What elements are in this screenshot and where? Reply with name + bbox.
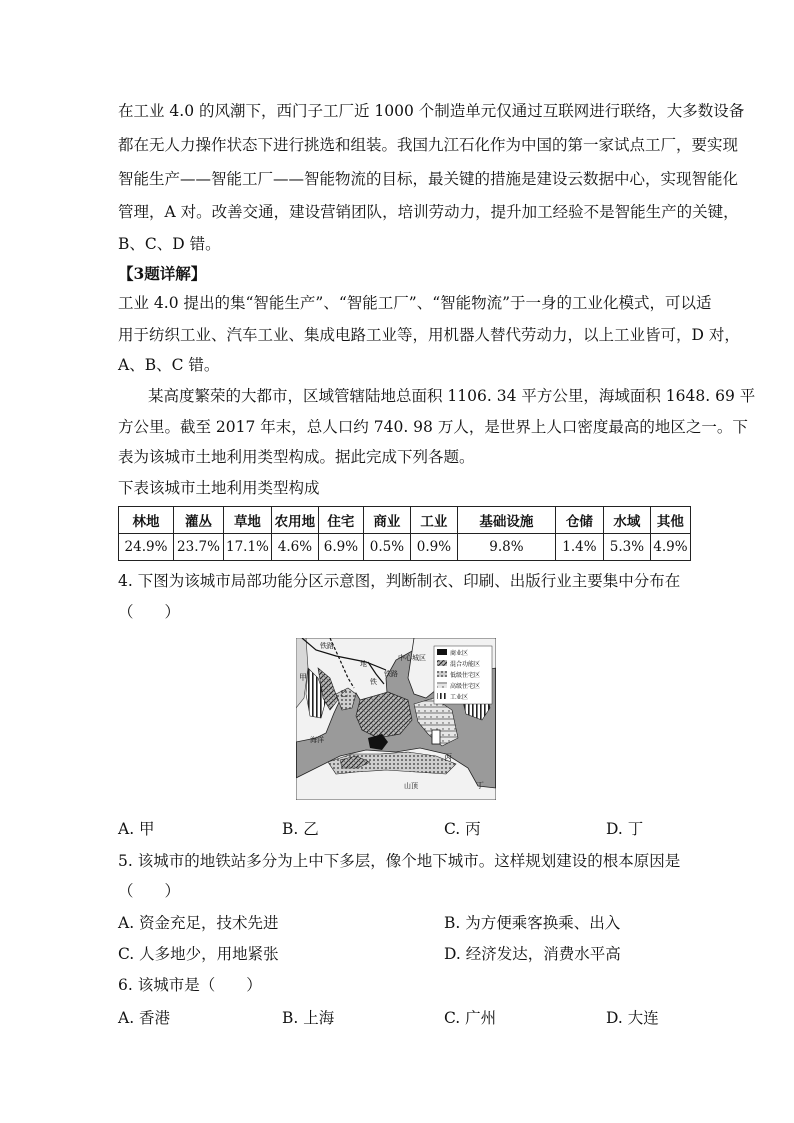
function-zone-map [296, 638, 496, 800]
q4-option-b[interactable]: B. 乙 [282, 820, 319, 838]
map-label-bing: 丙 [444, 753, 452, 762]
paragraph-line: 都在无人力操作状态下进行挑选和组装。我国九江石化作为中国的第一家试点工厂，要实现 [118, 136, 739, 154]
legend-swatch-industry [437, 693, 447, 699]
table-cell: 23.7% [174, 534, 224, 561]
legend-label: 高级住宅区 [450, 683, 481, 690]
land-use-table [118, 506, 691, 561]
section-heading: 【3题详解】 [118, 264, 207, 283]
legend-label: 商业区 [450, 650, 469, 657]
paragraph-line: 工业 4.0 提出的集“智能生产”、“智能工厂”、“智能物流”于一身的工业化模式，可以适 [118, 294, 712, 312]
map-label-sea: 海洋 [310, 736, 324, 744]
q5-option-a[interactable]: A. 资金充足，技术先进 [118, 914, 279, 932]
table-caption: 下表该城市土地利用类型构成 [118, 479, 320, 497]
table-header-cell: 灌丛 [174, 507, 224, 534]
table-header-cell: 住宅 [318, 507, 363, 534]
question-6-stem: 6. 该城市是（ ） [118, 976, 262, 994]
q6-option-a[interactable]: A. 香港 [118, 1009, 171, 1027]
table-cell: 4.9% [650, 534, 690, 561]
table-cell: 0.9% [410, 534, 457, 561]
legend-swatch-commercial [437, 649, 447, 655]
map-label-center: 中心城区 [398, 654, 426, 662]
legend-swatch-mixed [437, 660, 447, 666]
intro-line: 某高度繁荣的大都市，区域管辖陆地总面积 1106. 34 平方公里，海域面积 1648. 69 平 [148, 387, 756, 405]
map-label-jia: 甲 [299, 673, 307, 682]
map-label-railway2: 铁路 [384, 670, 398, 678]
table-header-cell: 林地 [119, 507, 174, 534]
legend-label: 混合功能区 [450, 661, 481, 668]
legend-swatch-low [437, 671, 447, 677]
table-header-cell: 仓储 [555, 507, 603, 534]
intro-line: 表为该城市土地利用类型构成。据此完成下列各题。 [118, 448, 475, 466]
map-label-railway: 铁路 [320, 642, 334, 650]
q4-option-d[interactable]: D. 丁 [606, 820, 644, 838]
legend-label: 低级住宅区 [450, 672, 481, 679]
map-zone-bing [432, 730, 440, 744]
table-header-cell: 工业 [410, 507, 457, 534]
paragraph-line: 用于纺织工业、汽车工业、集成电路工业等，用机器人替代劳动力，以上工业皆可，D 对， [118, 326, 740, 344]
map-label-yi: 乙 [340, 689, 348, 698]
table-cell: 0.5% [363, 534, 410, 561]
legend-label: 工业区 [450, 694, 469, 701]
table-cell: 5.3% [603, 534, 650, 561]
table-header-cell: 水域 [603, 507, 650, 534]
map-label-ding: 丁 [476, 781, 484, 790]
question-5-bracket: （ ） [118, 882, 181, 900]
question-4-stem: 4. 下图为该城市局部功能分区示意图，判断制衣、印刷、出版行业主要集中分布在 [118, 572, 681, 590]
table-header-cell: 农用地 [271, 507, 318, 534]
legend-swatch-high [437, 682, 447, 688]
table-header-cell: 基础设施 [457, 507, 555, 534]
table-row [119, 534, 691, 561]
intro-line: 方公里。截至 2017 年末，总人口约 740. 98 万人，是世界上人口密度最高的地区之一。下 [118, 418, 748, 436]
paragraph-line: 在工业 4.0 的风潮下，西门子工厂近 1000 个制造单元仅通过互联网进行联络，大多数设备 [118, 102, 745, 120]
q6-option-c[interactable]: C. 广州 [444, 1009, 497, 1027]
q6-option-b[interactable]: B. 上海 [282, 1009, 335, 1027]
q5-option-c[interactable]: C. 人多地少，用地紧张 [118, 945, 279, 963]
paragraph-line: 智能生产——智能工厂——智能物流的目标，最关键的措施是建设云数据中心，实现智能化 [118, 170, 739, 188]
paragraph-line: 管理，A 对。改善交通，建设营销团队，培训劳动力，提升加工经验不是智能生产的关键， [118, 203, 739, 221]
q5-option-b[interactable]: B. 为方便乘客换乘、出入 [444, 914, 621, 932]
q6-option-d[interactable]: D. 大连 [606, 1009, 659, 1027]
question-4-bracket: （ ） [118, 603, 181, 621]
table-header-cell: 其他 [650, 507, 690, 534]
paragraph-line: A、B、C 错。 [118, 356, 220, 374]
table-header-row [119, 507, 691, 534]
table-cell: 1.4% [555, 534, 603, 561]
table-cell: 9.8% [457, 534, 555, 561]
map-legend [434, 646, 492, 704]
map-label-mountain: 山顶 [404, 782, 418, 790]
map-label-metro: 地 [360, 660, 367, 668]
q4-option-a[interactable]: A. 甲 [118, 820, 155, 838]
table-header-cell: 商业 [363, 507, 410, 534]
table-cell: 24.9% [119, 534, 174, 561]
table-header-cell: 草地 [224, 507, 272, 534]
q4-option-c[interactable]: C. 丙 [444, 820, 481, 838]
map-label-metro: 铁 [370, 678, 377, 686]
table-cell: 6.9% [318, 534, 363, 561]
table-cell: 4.6% [271, 534, 318, 561]
paragraph-line: B、C、D 错。 [118, 235, 221, 253]
table-cell: 17.1% [224, 534, 272, 561]
q5-option-d[interactable]: D. 经济发达，消费水平高 [444, 945, 621, 963]
question-5-stem: 5. 该城市的地铁站多分为上中下多层，像个地下城市。这样规划建设的根本原因是 [118, 852, 681, 870]
